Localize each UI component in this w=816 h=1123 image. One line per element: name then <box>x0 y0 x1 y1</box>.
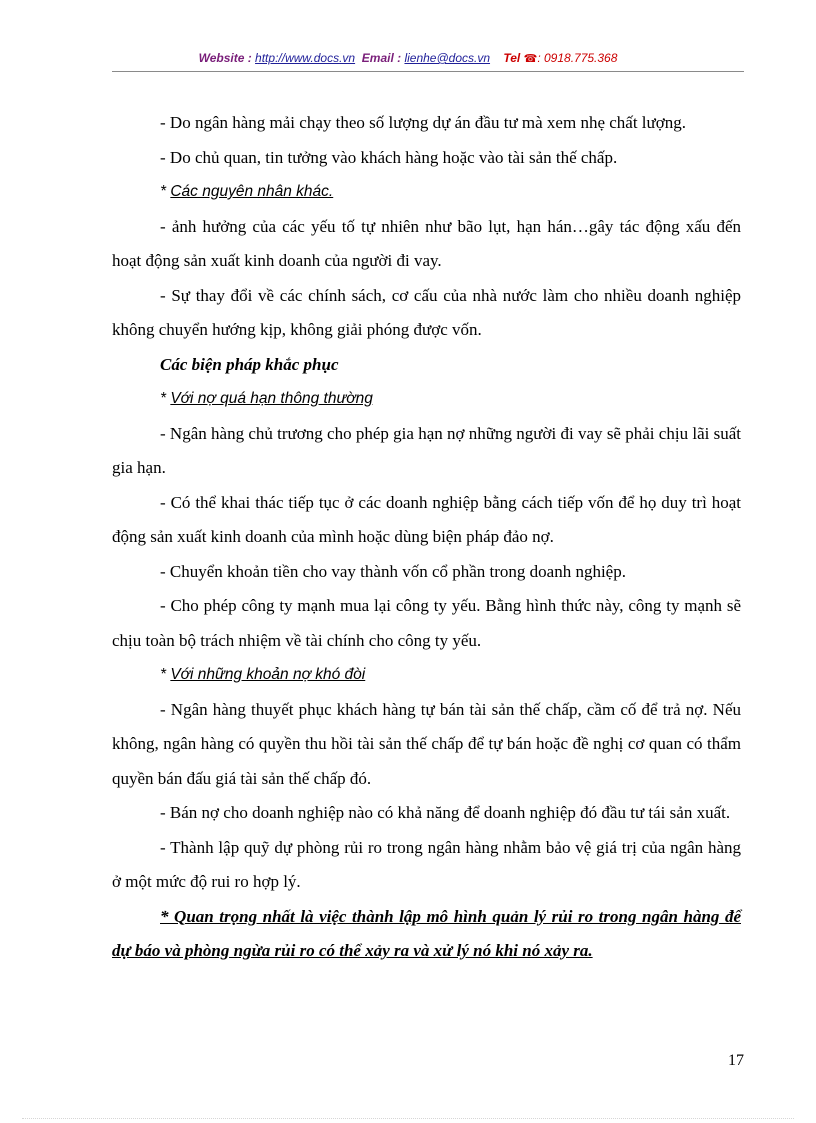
paragraph: - Do chủ quan, tin tưởng vào khách hàng hoặc vào tài sản thế chấp. <box>160 147 618 167</box>
header-divider <box>112 71 744 72</box>
header-separator: : <box>393 51 405 65</box>
paragraph: - Bán nợ cho doanh nghiệp nào có khả năng để doanh nghiệp đó đầu tư tái sản xuất. <box>160 803 731 822</box>
paragraph: - Có thể khai thác tiếp tục ở các doanh nghiệp bằng cách tiếp vốn để họ duy trì hoạt động sản xuất kinh doanh của mình hoặc dùng biện pháp đảo nợ. <box>112 492 741 546</box>
header-separator: : <box>244 51 256 65</box>
subheading-overdue-debt <box>112 382 741 417</box>
email-label: Email <box>361 51 394 65</box>
page-header <box>0 51 816 65</box>
subheading-other-causes <box>112 175 741 210</box>
paragraph: - Chuyển khoản tiền cho vay thành vốn cổ phần trong doanh nghiệp. <box>160 561 626 581</box>
paragraph: - Sự thay đổi về các chính sách, cơ cấu của nhà nước làm cho nhiều doanh nghiệp không chuyển hướng kịp, không giải phóng được vốn. <box>112 285 741 339</box>
subheading-star: * <box>160 666 171 683</box>
subheading-text: Với nợ quá hạn thông thường <box>170 390 373 407</box>
subheading-text: Các nguyên nhân khác. <box>170 183 334 200</box>
document-body <box>112 106 741 969</box>
email-link[interactable]: lienhe@docs.vn <box>404 51 491 65</box>
paragraph: - Do ngân hàng mải chạy theo số lượng dự án đầu tư mà xem nhẹ chất lượng. <box>160 113 686 132</box>
tel-label: Tel <box>503 51 521 65</box>
paragraph: - Ngân hàng chủ trương cho phép gia hạn nợ những người đi vay sẽ phải chịu lãi suất gia hạn. <box>112 423 741 477</box>
website-label: Website <box>198 51 245 65</box>
section-heading: Các biện pháp khắc phục <box>160 354 339 374</box>
subheading-text: Với những khoản nợ khó đòi <box>170 666 366 683</box>
subheading-bad-debt <box>112 658 741 693</box>
paragraph: - Thành lập quỹ dự phòng rủi ro trong ngân hàng nhằm bảo vệ giá trị của ngân hàng ở một mức độ rui ro hợp lý. <box>112 837 741 891</box>
page-bottom-border <box>22 1118 794 1119</box>
page-number: 17 <box>728 1052 744 1069</box>
subheading-star: * <box>160 390 171 407</box>
website-link[interactable]: http://www.docs.vn <box>255 51 356 65</box>
paragraph: - Ngân hàng thuyết phục khách hàng tự bán tài sản thế chấp, cầm cố để trả nợ. Nếu không, ngân hàng có quyền thu hồi tài sản thế chấp để tự bán hoặc đề nghị cơ quan có thẩm quyền bán đấu giá tài sản thế chấp đó. <box>112 699 741 788</box>
paragraph: - ảnh hưởng của các yếu tố tự nhiên như bão lụt, hạn hán…gây tác động xấu đến hoạt động sản xuất kinh doanh của người đi vay. <box>112 216 741 270</box>
phone-icon: ☎ <box>523 53 538 65</box>
paragraph: - Cho phép công ty mạnh mua lại công ty yếu. Bằng hình thức này, công ty mạnh sẽ chịu toàn bộ trách nhiệm về tài chính cho công ty yếu. <box>112 596 741 650</box>
subheading-star: * <box>160 183 171 200</box>
key-conclusion: * Quan trọng nhất là việc thành lập mô hình quản lý rủi ro trong ngân hàng để dự báo và phòng ngừa rủi ro có thể xảy ra và xử lý nó khi nó xảy ra. <box>112 906 741 960</box>
tel-number: : 0918.775.368 <box>537 51 618 65</box>
